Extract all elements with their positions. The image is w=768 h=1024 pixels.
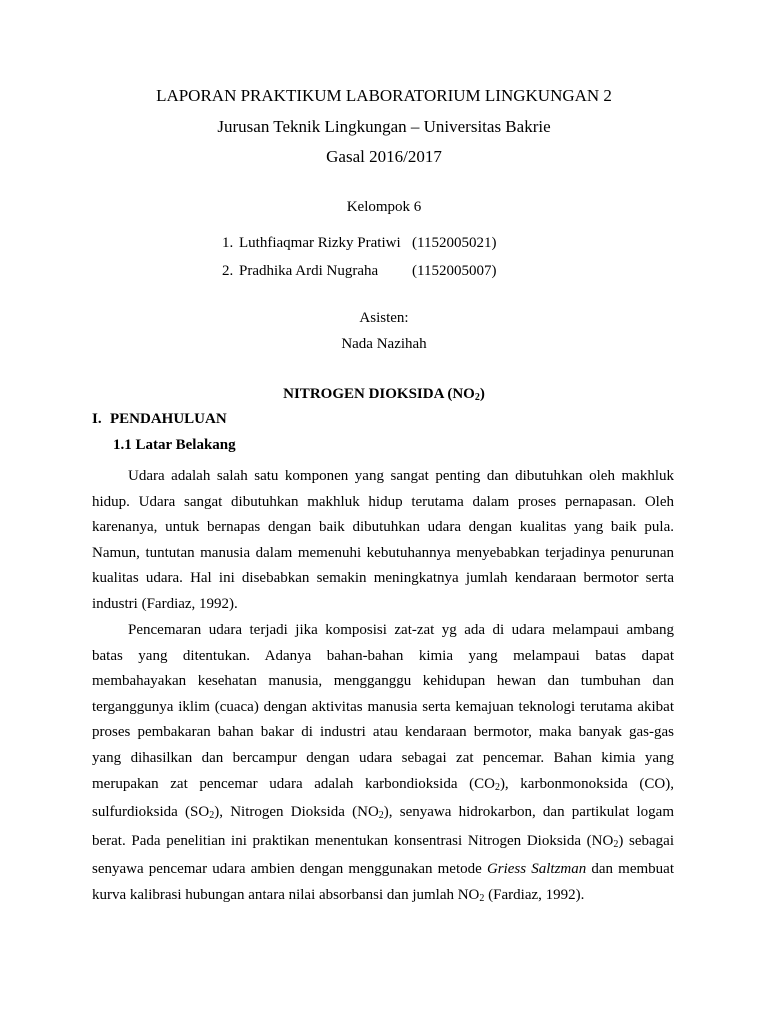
paragraph-line (92, 800, 674, 829)
semester-line: Gasal 2016/2017 (326, 147, 442, 166)
member-list (222, 234, 496, 290)
paragraph-2 (92, 618, 674, 912)
paragraph-line: proses pembakaran bahan bakar di industri atau kendaraan bermotor, maka banyak gas-gas (92, 724, 674, 741)
paragraph-line: hidup. Udara sangat dibutuhkan makhluk hidup terutama dalam proses pernapasan. Oleh (92, 493, 674, 510)
subscript: 2 (613, 838, 619, 850)
section-number: I. (92, 411, 102, 427)
text-run: dan membuat (586, 861, 674, 878)
text-run: ) sebagai (618, 832, 674, 849)
paragraph-line: kualitas udara. Hal ini disebabkan semakin meningkatnya jumlah kendaraan bermotor serta (92, 570, 674, 587)
assistant-label: Asisten: (359, 310, 409, 326)
paragraph-line: Udara adalah salah satu komponen yang sangat penting dan dibutuhkan oleh makhluk (128, 468, 674, 484)
text-run: ), karbonmonoksida (CO), (499, 775, 674, 792)
paragraph-line: Namun, tuntutan manusia dalam memenuhi kebutuhannya menyebabkan terjadinya penurunan (92, 544, 674, 561)
document-title-text: NITROGEN DIOKSIDA (NO (283, 386, 475, 402)
text-run: ), Nitrogen Dioksida (NO (214, 804, 379, 821)
document-title (0, 386, 768, 403)
member-number: 2. (222, 263, 234, 279)
subscript: 2 (209, 810, 215, 822)
assistant-name: Nada Nazihah (341, 336, 427, 352)
paragraph-line: karenanya, untuk bernapas dengan baik dibutuhkan udara dengan kualitas yang baik pula. (92, 519, 674, 536)
subsection-heading: 1.1 Latar Belakang (113, 437, 236, 453)
subscript: 2 (494, 781, 500, 793)
member-name: Pradhika Ardi Nugraha (239, 263, 379, 279)
paragraph-line (92, 829, 674, 858)
method-name: Griess Saltzman (486, 861, 587, 878)
department-line: Jurusan Teknik Lingkungan – Universitas Bakrie (217, 117, 551, 136)
subscript: 2 (479, 892, 485, 904)
section-heading (92, 411, 227, 428)
report-title: LAPORAN PRAKTIKUM LABORATORIUM LINGKUNGAN 2 (156, 86, 612, 105)
document-title-subscript: 2 (474, 392, 480, 403)
paragraph-line: yang dihasilkan dan bercampur dengan udara sebagai zat pencemar. Bahan kimia yang (92, 749, 674, 766)
text-run: merupakan zat pencemar udara adalah karbondioksida (CO (92, 775, 495, 792)
text-run: senyawa pencemar udara ambien dengan menggunakan metode (92, 861, 487, 878)
paragraph-line: Pencemaran udara terjadi jika komposisi zat-zat yg ada di udara melampaui ambang (128, 622, 674, 638)
document-title-close: ) (479, 386, 485, 402)
subscript: 2 (378, 810, 384, 822)
member-row (222, 234, 496, 262)
member-id: (1152005021) (412, 235, 497, 251)
text-run: (Fardiaz, 1992). (484, 886, 585, 903)
text-run: kurva kalibrasi hubungan antara nilai absorbansi dan jumlah NO (92, 886, 480, 903)
text-run: sulfurdioksida (SO (92, 804, 210, 821)
member-name: Luthfiaqmar Rizky Pratiwi (239, 235, 401, 251)
member-id: (1152005007) (412, 263, 497, 279)
paragraph-line: membahayakan kesehatan manusia, mengganggu kehidupan hewan dan tumbuhan dan (92, 673, 674, 690)
paragraph-line (92, 857, 674, 883)
paragraph-line: batas yang ditentukan. Adanya bahan-bahan kimia yang melampaui batas dapat (92, 647, 674, 664)
member-number: 1. (222, 235, 234, 251)
section-title: PENDAHULUAN (110, 411, 227, 427)
group-label: Kelompok 6 (346, 199, 422, 215)
paragraph-line (92, 772, 674, 801)
member-row (222, 262, 496, 290)
text-run: berat. Pada penelitian ini praktikan menentukan konsentrasi Nitrogen Dioksida (NO (92, 832, 614, 849)
paragraph-1 (92, 464, 674, 618)
paragraph-line: industri (Fardiaz, 1992). (92, 595, 238, 612)
paragraph-line: terganggunya iklim (cuaca) dengan aktivitas manusia serta kemajuan teknologi terutama akibat (92, 698, 674, 715)
paragraph-line (92, 883, 674, 912)
text-run: ), senyawa hidrokarbon, dan partikulat logam (383, 804, 675, 821)
